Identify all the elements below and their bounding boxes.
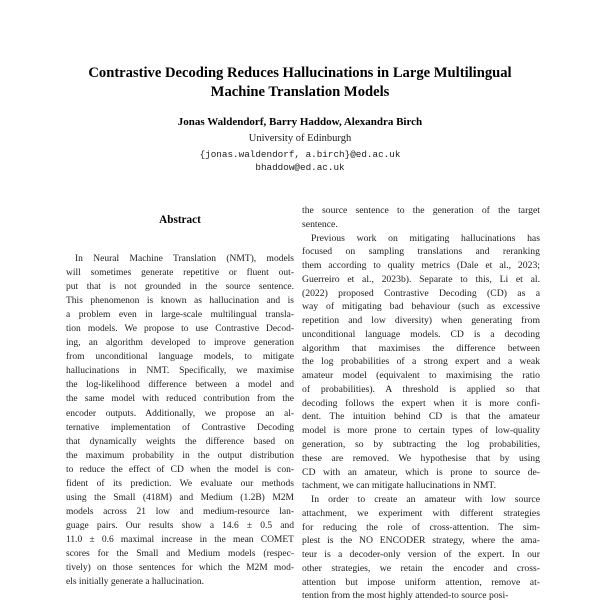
text-line: scores for the Small and Medium models (respec- xyxy=(66,548,294,559)
text-line: algorithm that maximises the difference between xyxy=(302,342,540,354)
text-line: teur is a decoder-only version of the expert. In our xyxy=(302,549,540,561)
text-line: tention from the most highly attended-to source posi- xyxy=(302,590,509,600)
text-line: a problem even in large-scale multilingual transla- xyxy=(66,310,294,321)
text-line: of probabilities). A threshold is applied so that xyxy=(302,383,540,395)
text-line: tively) on those sentences for which the M2M mod- xyxy=(66,563,294,574)
text-line: amateur model (equivalent to maximising the ratio xyxy=(302,370,540,382)
text-line: Previous work on mitigating hallucinations has xyxy=(311,232,540,244)
text-line: the same model with reduced contribution from the xyxy=(66,394,294,405)
text-line: 11.0 ± 0.6 maximal increase in the mean COMET xyxy=(66,534,294,545)
text-line: In Neural Machine Translation (NMT), models xyxy=(75,254,294,264)
introduction-text xyxy=(302,204,540,600)
text-line: other strategies, we retain the encoder and cross- xyxy=(302,562,540,574)
text-line: from unconditional language models, to mitigate xyxy=(66,352,294,363)
text-line: that dynamically weights the difference based on xyxy=(66,436,294,447)
text-line: the log-likelihood difference between a model and xyxy=(66,380,294,391)
abstract-text xyxy=(66,252,294,589)
text-line: using the Small (418M) and Medium (1.2B) M2M xyxy=(66,492,294,503)
text-line: model is more prone to certain types of low-quality xyxy=(302,425,540,437)
text-line: to reduce the effect of CD when the model is con- xyxy=(66,464,294,475)
text-line: CD with an amateur, which is prone to source de- xyxy=(302,466,540,478)
paper-title xyxy=(50,64,550,102)
text-line: the log probabilities of a strong expert and a weak xyxy=(302,356,540,368)
abstract-heading: Abstract xyxy=(159,214,201,226)
text-line: In order to create an amateur with low source xyxy=(311,494,540,506)
text-line: way of mitigating bad behaviour (such as excessive xyxy=(302,301,540,313)
text-line: This phenomenon is known as hallucination and is xyxy=(66,296,294,307)
text-line: unconditional language models. CD is a decoding xyxy=(302,328,540,340)
text-line: hallucinations in NMT. Specifically, we maximise xyxy=(66,366,294,377)
text-line: ing, an algorithm developed to improve generation xyxy=(66,338,294,349)
paper-affiliation: University of Edinburgh xyxy=(248,133,352,144)
text-line: (2022) proposed Contrastive Decoding (CD) as a xyxy=(302,287,540,299)
text-line: tion models. We propose to use Contrastive Decod- xyxy=(66,324,294,335)
text-line: these are removed. We hypothesise that by using xyxy=(302,452,540,464)
text-line: attention but impose uniform attention, remove at- xyxy=(302,576,540,588)
paper-title-line-1: Contrastive Decoding Reduces Hallucinations in Large Multilingual xyxy=(88,65,512,81)
author-email-line-2: bhaddow@ed.ac.uk xyxy=(255,162,345,173)
text-line: tachment, we can mitigate hallucinations in NMT. xyxy=(302,480,497,492)
text-line: Guerreiro et al., 2023b). Separate to this, Li et al. xyxy=(302,273,540,285)
text-line: the source sentence to the generation of the target xyxy=(302,205,540,216)
text-line: models across 21 low and medium-resource lan- xyxy=(66,506,294,517)
right-column xyxy=(302,204,540,600)
paper-title-line-2: Machine Translation Models xyxy=(210,84,390,100)
paper-authors: Jonas Waldendorf, Barry Haddow, Alexandra Birch xyxy=(177,116,423,128)
text-line: sentence. xyxy=(302,218,338,230)
text-line: dent. The intuition behind CD is that the amateur xyxy=(302,411,540,423)
text-line: ternative implementation of Contrastive Decoding xyxy=(66,422,294,433)
text-line: els initially generate a hallucination. xyxy=(66,577,204,588)
text-line: put that is not grounded in the source sentence. xyxy=(66,282,294,293)
paper-header xyxy=(50,64,550,174)
text-line: fident of its prediction. We evaluate our methods xyxy=(66,478,294,489)
text-line: them according to quality metrics (Dale et al., 2023; xyxy=(302,260,540,272)
text-line: attachment, we experiment with different strategies xyxy=(302,507,540,519)
text-line: for reducing the role of cross-attention. The sim- xyxy=(302,521,540,533)
left-column xyxy=(66,214,294,589)
text-line: the maximum probability in the output distribution xyxy=(66,450,294,461)
text-line: will sometimes generate repetitive or fluent out- xyxy=(66,268,294,279)
text-line: decoding follows the expert when it is more confi- xyxy=(302,397,540,409)
author-email-line-1: {jonas.waldendorf, a.birch}@ed.ac.uk xyxy=(199,149,401,160)
text-line: plest is the NO ENCODER strategy, where the ama- xyxy=(302,535,540,547)
text-line: focused on sampling translations and reranking xyxy=(302,246,540,258)
text-line: encoder outputs. Additionally, we propose an al- xyxy=(66,408,294,419)
text-line: repetition and low diversity) when generating from xyxy=(302,315,540,327)
text-line: guage pairs. Our results show a 14.6 ± 0.5 and xyxy=(66,520,294,531)
text-line: generation, so by subtracting the log probabilities, xyxy=(302,439,540,451)
